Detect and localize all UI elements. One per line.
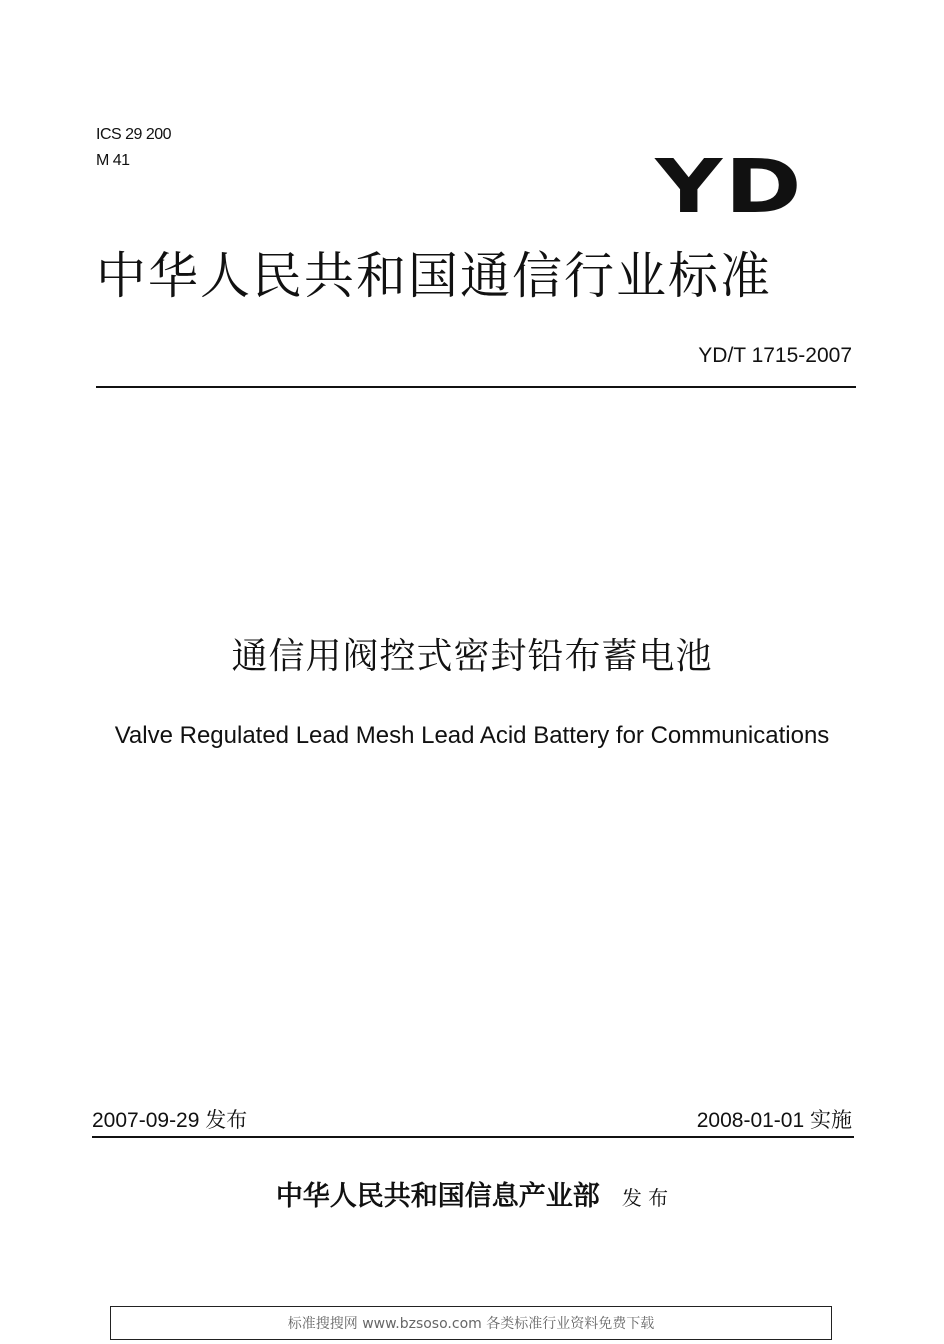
issuer-name: 中华人民共和国信息产业部 [275,1181,600,1212]
document-title-en: Valve Regulated Lead Mesh Lead Acid Battery for Communications [114,722,830,749]
issuing-authority [0,1174,944,1213]
ics-code: ICS 29 200 [96,126,172,143]
document-title-cn: 通信用阀控式密封铅布蓄电池 [231,636,713,677]
issue-date: 2007-09-29 发布 [92,1109,248,1132]
footer-watermark [110,1306,832,1340]
standard-number: YD/T 1715-2007 [698,344,852,367]
footer-text: 标准搜搜网 www.bzsoso.com 各类标准行业资料免费下载 [287,1316,655,1332]
ccs-code: M 41 [96,152,130,169]
issuer-suffix: 发 布 [621,1186,669,1210]
implementation-date: 2008-01-01 实施 [696,1109,852,1132]
bottom-divider [92,1136,854,1138]
top-divider [96,386,856,388]
standard-category-title: 中华人民共和国通信行业标准 [96,247,772,305]
yd-logo: YD [655,144,804,230]
